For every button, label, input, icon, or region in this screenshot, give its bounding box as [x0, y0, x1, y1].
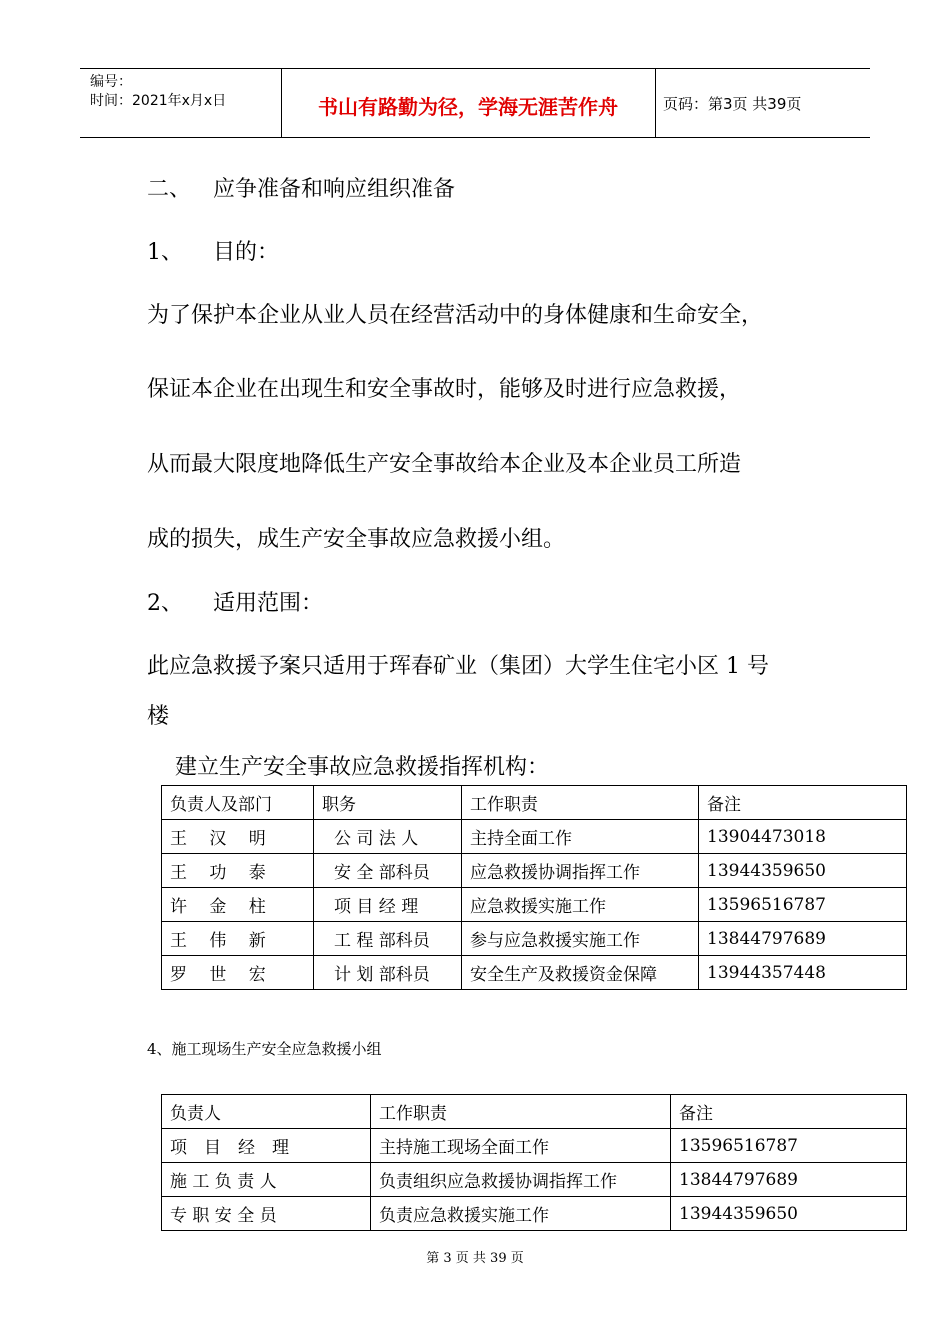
section-title: 应争准备和响应组织准备 [213, 177, 456, 202]
position-cell: 安 全 部科员 [314, 854, 462, 888]
role-cell: 项 目 经 理 [162, 1129, 371, 1163]
table-header-row [162, 1095, 907, 1129]
position-cell: 公 司 法 人 [314, 820, 462, 854]
page-footer: 第 3 页 共 39 页 [426, 1251, 524, 1266]
table2-caption: 4、施工现场生产安全应急救援小组 [147, 1040, 382, 1058]
phone-cell: 13944359650 [699, 854, 907, 888]
duty-cell: 安全生产及救援资金保障 [462, 956, 699, 990]
person-cell: 王 功 泰 [162, 854, 314, 888]
header-cell: 负责人及部门 [162, 786, 314, 820]
position-cell: 计 划 部科员 [314, 956, 462, 990]
header-cell: 负责人 [162, 1095, 371, 1129]
doc-number-label: 编号： [90, 74, 132, 90]
header-cell: 备注 [699, 786, 907, 820]
duty-cell: 参与应急救援实施工作 [462, 922, 699, 956]
table-row [162, 854, 907, 888]
paragraph-line: 保证本企业在出现生和安全事故时，能够及时进行应急救援， [147, 377, 742, 402]
item-heading [147, 586, 323, 617]
header-cell: 工作职责 [462, 786, 699, 820]
duty-cell: 主持施工现场全面工作 [371, 1129, 671, 1163]
paragraph-line: 成的损失，成生产安全事故应急救援小组。 [147, 527, 566, 552]
duty-cell: 负责组织应急救援协调指挥工作 [371, 1163, 671, 1197]
table-row [162, 956, 907, 990]
role-cell: 专 职 安 全 员 [162, 1197, 371, 1231]
phone-cell: 13844797689 [699, 922, 907, 956]
paragraph-line: 为了保护本企业从业人员在经营活动中的身体健康和生命安全， [147, 303, 764, 328]
table-row [162, 922, 907, 956]
person-cell: 王 伟 新 [162, 922, 314, 956]
header-cell: 工作职责 [371, 1095, 671, 1129]
table-row [162, 1197, 907, 1231]
command-structure-table [161, 785, 907, 990]
duty-cell: 应急救援协调指挥工作 [462, 854, 699, 888]
duty-cell: 负责应急救援实施工作 [371, 1197, 671, 1231]
table-row [162, 1163, 907, 1197]
paragraph-line: 此应急救援予案只适用于珲春矿业（集团）大学生住宅小区 1 号 [147, 654, 769, 679]
doc-time-label: 时间：2021年x月x日 [90, 93, 227, 109]
table-row [162, 888, 907, 922]
header-page-info: 页码：第3页 共39页 [663, 95, 802, 113]
item-number: 1、 [147, 240, 183, 265]
site-rescue-team-table [161, 1094, 907, 1231]
item-title: 目的： [213, 240, 280, 265]
person-cell: 王 汉 明 [162, 820, 314, 854]
section-number: 二、 [147, 177, 192, 202]
page-header [80, 68, 870, 138]
header-cell: 职务 [314, 786, 462, 820]
phone-cell: 13596516787 [699, 888, 907, 922]
person-cell: 罗 世 宏 [162, 956, 314, 990]
item-title: 适用范围： [213, 591, 324, 616]
header-cell: 备注 [671, 1095, 907, 1129]
phone-cell: 13844797689 [671, 1163, 907, 1197]
duty-cell: 主持全面工作 [462, 820, 699, 854]
table-row [162, 1129, 907, 1163]
header-meta [90, 73, 226, 111]
position-cell: 项 目 经 理 [314, 888, 462, 922]
phone-cell: 13904473018 [699, 820, 907, 854]
position-cell: 工 程 部科员 [314, 922, 462, 956]
person-cell: 许 金 柱 [162, 888, 314, 922]
item-number: 2、 [147, 591, 183, 616]
phone-cell: 13944357448 [699, 956, 907, 990]
table-row [162, 820, 907, 854]
phone-cell: 13944359650 [671, 1197, 907, 1231]
phone-cell: 13596516787 [671, 1129, 907, 1163]
header-motto: 书山有路勤为径，学海无涯苦作舟 [318, 95, 618, 119]
paragraph-line: 楼 [147, 704, 170, 729]
role-cell: 施 工 负 责 人 [162, 1163, 371, 1197]
table-header-row [162, 786, 907, 820]
section-heading [147, 172, 455, 203]
item-heading [147, 235, 279, 266]
paragraph-line: 从而最大限度地降低生产安全事故给本企业及本企业员工所造 [147, 452, 742, 477]
header-divider [655, 69, 656, 137]
table1-caption: 建立生产安全事故应急救援指挥机构： [175, 755, 550, 780]
duty-cell: 应急救援实施工作 [462, 888, 699, 922]
